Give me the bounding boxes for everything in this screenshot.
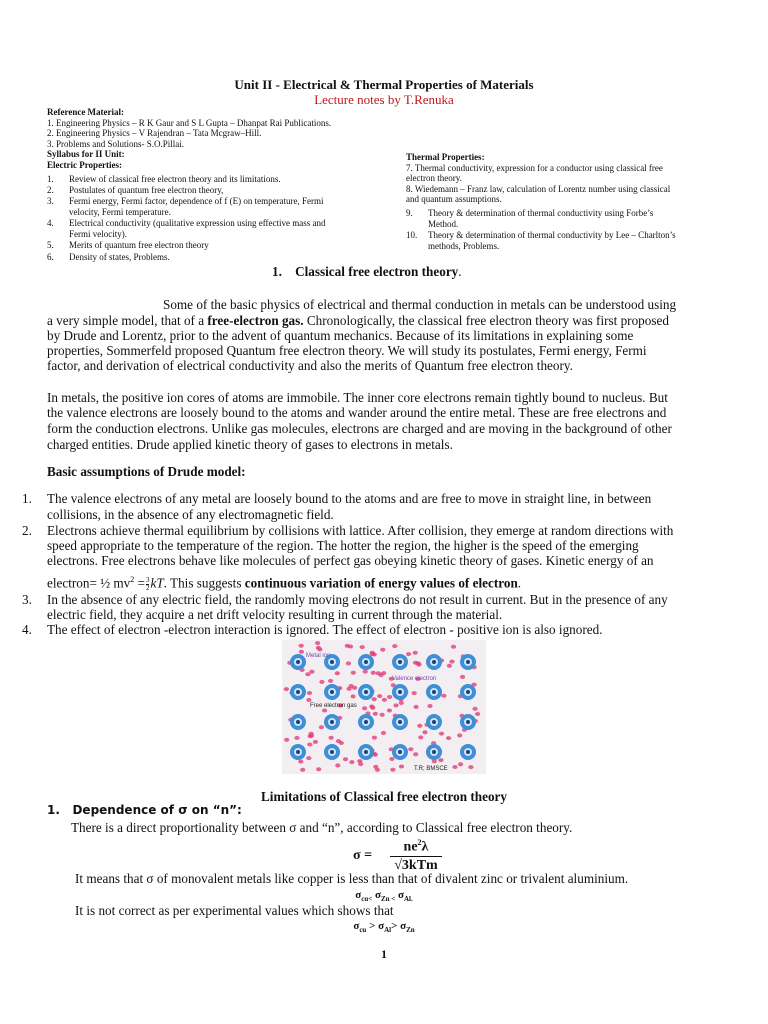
ineq-sub: cu — [359, 926, 367, 935]
valence-electron — [446, 736, 451, 740]
valence-electron — [378, 673, 383, 677]
references-heading: Reference Material: — [47, 107, 125, 117]
valence-electron — [300, 768, 305, 772]
ineq-sigma: σ — [372, 889, 381, 901]
section-title-dot: . — [458, 264, 462, 279]
page-title: Unit II - Electrical & Thermal Properties of Materials — [234, 77, 534, 92]
metal-ion-core — [398, 720, 402, 724]
valence-electron — [372, 736, 377, 740]
limitation-title-a: Dependence of — [72, 803, 179, 817]
metal-ion-core — [466, 690, 470, 694]
valence-electron — [284, 738, 289, 742]
valence-electron — [362, 706, 367, 710]
thermal-item: 8. Wiedemann – Franz law, calculation of Lorentz number using classical — [406, 183, 671, 194]
valence-electron — [371, 671, 376, 675]
valence-electron — [449, 660, 454, 664]
formula-lhs: σ = — [353, 848, 373, 863]
valence-electron — [348, 645, 353, 649]
reference-item: 3. Problems and Solutions- S.O.Pillai. — [47, 138, 185, 149]
metal-ion-core — [398, 660, 402, 664]
valence-electron — [299, 644, 304, 648]
reference-item: 1. Engineering Physics – R K Gaur and S L Gupta – Dhanpat Rai Publications. — [47, 117, 332, 128]
label-valence-electron: Valence electron — [392, 676, 437, 682]
syllabus-item-text: Fermi velocity). — [69, 229, 127, 239]
valence-electron — [413, 651, 418, 655]
valence-electron — [412, 691, 417, 695]
valence-electron — [416, 663, 421, 667]
syllabus-item-text: velocity, Fermi temperature. — [69, 207, 171, 217]
valence-electron — [427, 704, 432, 708]
valence-electron — [307, 743, 312, 747]
section-heading — [272, 264, 462, 280]
list-number: 1. — [22, 491, 32, 506]
metal-ion-core — [432, 660, 436, 664]
list-item-cont: electrons. Free electrons behave like molecules of perfect gas obeying kinetic theory of gases. Kinetic energy of an — [47, 553, 654, 568]
valence-electron — [460, 675, 465, 679]
valence-electron — [380, 648, 385, 652]
valence-electron — [438, 758, 443, 762]
metal-ion-core — [466, 720, 470, 724]
references — [47, 107, 331, 171]
ineq-sub: Al. — [404, 895, 413, 904]
thermal-item-cont: and quantum assumptions. — [406, 194, 502, 205]
syllabus-item-text: Merits of quantum free electron theory — [69, 240, 209, 250]
formula-num: ne — [403, 839, 418, 855]
limitation-line: It is not correct as per experimental values which shows that — [75, 903, 394, 918]
label-credit: T.R; BMSCE — [414, 766, 448, 772]
syllabus-item-number: 2. — [47, 185, 54, 195]
formula-denominator: √3kTm — [394, 857, 438, 873]
metals-line: In metals, the positive ion cores of atoms are immobile. The inner core electrons remain tightly bound to nucleus. But — [47, 390, 668, 405]
valence-electron — [375, 768, 380, 772]
valence-electron — [316, 767, 321, 771]
valence-electron — [472, 707, 477, 711]
intro-line: properties, Sommerfeld proposed Quantum free electron theory. We will study its postulates, Fermi energy, Fermi — [47, 343, 647, 358]
inequality-2 — [0, 920, 768, 934]
valence-electron — [319, 725, 324, 729]
syllabus-item-number: 1. — [47, 174, 54, 184]
valence-electron — [306, 756, 311, 760]
thermal-properties-heading: Thermal Properties: — [406, 152, 485, 162]
ke-eq: = — [134, 575, 145, 591]
valence-electron — [458, 762, 463, 766]
metal-ion-core — [398, 750, 402, 754]
valence-electron — [363, 670, 368, 674]
intro-line: by Drude and Lorentz, prior to the advent of quantum mechanics. Because of its limitations in explaining some — [47, 328, 634, 343]
valence-electron — [406, 652, 411, 656]
limitation-line: There is a direct proportionality between σ and “n”, according to Classical free electron theory. — [71, 820, 573, 835]
intro-line — [47, 313, 669, 329]
limitation-line: It means that σ of monovalent metals like copper is less than that of divalent zinc or trivalent aluminium. — [75, 871, 629, 886]
metal-ion-core — [398, 690, 402, 694]
valence-electron — [360, 645, 365, 649]
free-electron-gas-figure — [282, 640, 486, 774]
valence-electron — [373, 712, 378, 716]
syllabus-item-text: Review of classical free electron theory and its limitations. — [69, 174, 281, 184]
electric-properties-heading: Electric Properties: — [47, 159, 123, 170]
valence-electron — [475, 712, 480, 716]
valence-electron — [349, 760, 354, 764]
list-item-cont: speed appropriate to the temperature of the region. The hotter the region, the higher is the speed of the emerging — [47, 538, 639, 553]
valence-electron — [389, 757, 394, 761]
valence-electron — [380, 713, 385, 717]
list-number: 3. — [22, 592, 32, 607]
valence-electron — [399, 765, 404, 769]
valence-electron — [447, 664, 452, 668]
intro-line: factor, and derivation of electrical conductivity and also the merits of Quantum free electron theory. — [47, 358, 573, 373]
ineq-sub: Zn < — [380, 895, 396, 904]
valence-electron — [284, 687, 289, 691]
list-item-cont: collisions, in the absence of any electromagnetic field. — [47, 507, 334, 522]
list-item: The effect of electron -electron interaction is ignored. The effect of electron - positive ion is also ignored. — [47, 622, 603, 637]
thermal-item-text: Method. — [428, 219, 459, 229]
thermal-item-text: Theory & determination of thermal conductivity using Forbe’s — [428, 208, 654, 218]
inequality-1 — [0, 889, 768, 903]
syllabus-item-number: 6. — [47, 252, 54, 262]
ke-frac-den: 2 — [145, 583, 150, 592]
valence-electron — [306, 698, 311, 702]
ineq-sub: cu< — [361, 895, 373, 904]
ke-frac-num: 3 — [145, 575, 150, 584]
valence-electron — [387, 709, 392, 713]
intro-text: Chronologically, the classical free electron theory was first proposed — [303, 313, 669, 328]
ineq-sigma: σ — [395, 889, 404, 901]
metal-ion-core — [296, 750, 300, 754]
valence-electron — [382, 698, 387, 702]
syllabus-item-number: 3. — [47, 196, 54, 206]
limitation-number: 1. — [47, 803, 60, 817]
limitation-title-b: on “n”: — [187, 803, 242, 817]
valence-electron — [294, 736, 299, 740]
free-electron-gas-diagram — [282, 640, 486, 774]
valence-electron — [336, 739, 341, 743]
valence-electron — [319, 680, 324, 684]
list-number: 4. — [22, 622, 32, 637]
formula-numerator — [390, 835, 442, 857]
thermal-item-number: 9. — [406, 208, 413, 218]
metal-ion-core — [364, 720, 368, 724]
metal-ion-core — [364, 690, 368, 694]
intro-bold: free-electron gas. — [207, 313, 304, 328]
valence-electron — [418, 735, 423, 739]
label-free-electron-gas: Free electron gas — [310, 703, 357, 709]
valence-electron — [299, 650, 304, 654]
thermal-item-text: Theory & determination of thermal conductivity by Lee – Charlton’s — [428, 230, 676, 240]
ke-bold: continuous variation of energy values of electron — [244, 575, 518, 591]
metal-ion-core — [330, 690, 334, 694]
valence-electron — [370, 652, 375, 656]
ke-fraction — [146, 577, 150, 592]
metal-ion-core — [296, 690, 300, 694]
valence-electron — [357, 759, 362, 763]
valence-electron — [298, 760, 303, 764]
valence-electron — [309, 732, 314, 736]
valence-electron — [441, 694, 446, 698]
syllabus-item-text: Postulates of quantum free electron theory, — [69, 185, 224, 195]
ke-suffix: . This suggests — [163, 575, 245, 591]
valence-electron — [451, 645, 456, 649]
formula-fraction — [390, 835, 442, 874]
valence-electron — [309, 670, 314, 674]
metal-ion-core — [466, 660, 470, 664]
ineq-sigma: σ — [355, 889, 362, 901]
metals-line: charged entities. Drude applied kinetic theory of gases to electrons in metals. — [47, 437, 453, 452]
thermal-properties — [406, 152, 670, 205]
list-item: In the absence of any electric field, the randomly moving electrons do not result in current. But in the presence of any — [47, 592, 668, 607]
metal-ion-core — [330, 750, 334, 754]
syllabus-heading: Syllabus for II Unit: — [47, 149, 125, 160]
metal-ion-core — [330, 720, 334, 724]
valence-electron — [392, 644, 397, 648]
metal-ion-core — [466, 750, 470, 754]
valence-electron — [351, 694, 356, 698]
metal-ion-core — [330, 660, 334, 664]
formula-num-sup: 2 — [417, 838, 422, 847]
ineq-sigma: > σ — [391, 920, 407, 932]
valence-electron — [377, 694, 382, 698]
syllabus-item-text: Electrical conductivity (qualitative expression using effective mass and — [69, 218, 326, 228]
valence-electron — [349, 684, 354, 688]
label-metal-ion: Metal ion — [306, 653, 331, 659]
syllabus-item-text: Fermi energy, Fermi factor, dependence of f (E) on temperature, Fermi — [69, 196, 324, 206]
list-number: 2. — [22, 523, 32, 538]
valence-electron — [399, 701, 404, 705]
valence-electron — [322, 709, 327, 713]
valence-electron — [414, 705, 419, 709]
ineq-sigma: > σ — [366, 920, 385, 932]
valence-electron — [343, 757, 348, 761]
formula-num-end: λ — [421, 839, 429, 855]
valence-electron — [316, 646, 321, 650]
valence-electron — [369, 705, 374, 709]
valence-electron — [408, 747, 413, 751]
valence-electron — [387, 695, 392, 699]
limitation-item-heading — [47, 803, 242, 819]
syllabus-item-text: Density of states, Problems. — [69, 252, 170, 262]
section-title: Classical free electron theory — [295, 264, 459, 279]
syllabus-item-number: 4. — [47, 218, 54, 228]
valence-electron — [393, 703, 398, 707]
metal-ion-core — [364, 750, 368, 754]
thermal-item-cont: electron theory. — [406, 173, 462, 184]
valence-electron — [307, 691, 312, 695]
intro-line: Some of the basic physics of electrical and thermal conduction in metals can be understood using — [163, 297, 677, 312]
ke-end: . — [517, 575, 522, 591]
metal-ion-core — [432, 750, 436, 754]
valence-electron — [439, 732, 444, 736]
ineq-sub: Al — [384, 926, 392, 935]
sigma-symbol: σ — [178, 803, 188, 817]
valence-electron — [346, 661, 351, 665]
valence-electron — [413, 752, 418, 756]
valence-electron — [422, 730, 427, 734]
list-item: The valence electrons of any metal are loosely bound to the atoms and are free to move in straight line, in between — [47, 491, 652, 506]
valence-electron — [335, 763, 340, 767]
metal-ion-core — [432, 690, 436, 694]
valence-electron — [313, 740, 318, 744]
valence-electron — [468, 765, 473, 769]
valence-electron — [305, 672, 310, 676]
ineq-sub: Zn — [406, 926, 415, 935]
limitations-heading: Limitations of Classical free electron theory — [261, 789, 507, 804]
ineq-sigma: σ — [353, 920, 360, 932]
page-subtitle: Lecture notes by T.Renuka — [314, 92, 454, 107]
valence-electron — [335, 671, 340, 675]
ke-kt: kT — [150, 575, 164, 591]
kinetic-energy-line — [47, 572, 521, 592]
valence-electron — [390, 768, 395, 772]
thermal-item-text: methods, Problems. — [428, 241, 500, 251]
list-item: Electrons achieve thermal equilibrium by collisions with lattice. After collision, they emerge at random directions with — [47, 523, 674, 538]
thermal-item: 7. Thermal conductivity, expression for a conductor using classical free — [406, 162, 663, 173]
drude-heading: Basic assumptions of Drude model: — [47, 464, 246, 479]
section-number: 1. — [272, 264, 282, 279]
valence-electron — [315, 641, 320, 645]
metal-ion-core — [296, 720, 300, 724]
page-number: 1 — [381, 947, 387, 961]
ke-square: 2 — [130, 575, 135, 584]
syllabus-item-number: 5. — [47, 240, 54, 250]
ke-prefix: electron= ½ mv — [47, 575, 131, 591]
valence-electron — [452, 765, 457, 769]
valence-electron — [351, 671, 356, 675]
valence-electron — [329, 736, 334, 740]
reference-item: 2. Engineering Physics – V Rajendran – Tata Mcgraw–Hill. — [47, 128, 262, 139]
metal-ion-core — [432, 720, 436, 724]
thermal-item-number: 10. — [406, 230, 418, 240]
intro-text: a very simple model, that of a — [47, 313, 208, 328]
metal-ion-core — [364, 660, 368, 664]
valence-electron — [381, 731, 386, 735]
valence-electron — [457, 733, 462, 737]
metals-line: the valence electrons are loosely bound to the atoms and wander around the entire metal. These are free electrons and — [47, 405, 667, 420]
metals-line: form the conduction electrons. Unlike gas molecules, electrons are charged and are moving in the background of other — [47, 421, 672, 436]
valence-electron — [372, 697, 377, 701]
list-item-cont: electric field, they acquire a net drift velocity resulting in current through the material. — [47, 607, 503, 622]
valence-electron — [417, 724, 422, 728]
metal-ion-core — [296, 660, 300, 664]
valence-electron — [328, 679, 333, 683]
